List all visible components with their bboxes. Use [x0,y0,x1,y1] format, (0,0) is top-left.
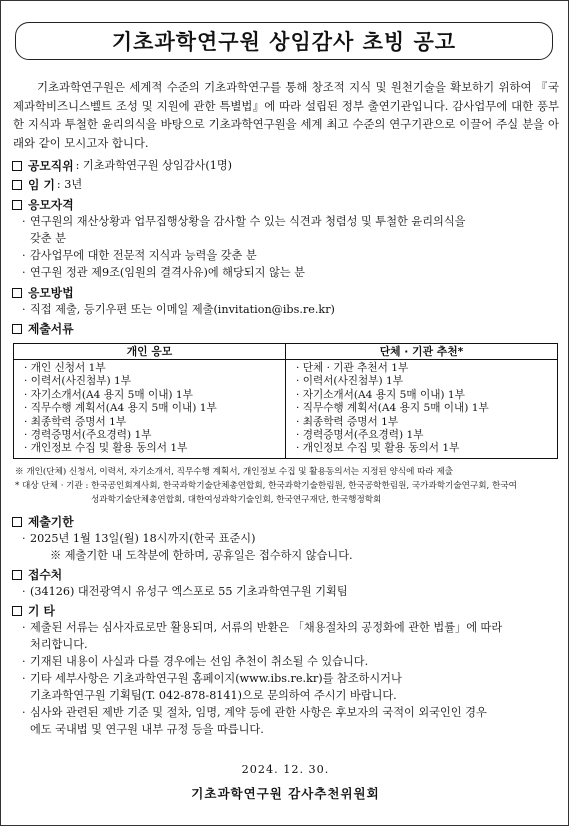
intro-text: 기초과학연구원은 세계적 수준의 기초과학연구를 통해 창조적 지식 및 원천기술을 확보하기 위하여 『국제과학비즈니스벨트 조성 및 지원에 관한 특별법』에 따라 설립된 정부 출연기관입니다. 감사업무에 대한 풍부한 지식과 투철한 윤리의식을 바탕으로 기초과학연구원을 세계 최고 수준의 연구기관으로 이끌어 주실 분을 아래와 같이 모시고자 합니다. [13,80,559,150]
section-deadline [12,514,558,564]
page-title: 기초과학연구원 상임감사 초빙 공고 [111,30,457,54]
section-position [12,158,558,174]
square-bullet-icon [12,200,22,210]
section-title: 공모직위 [28,159,74,173]
square-bullet-icon [12,161,22,171]
section-title: 임 기 [28,178,55,192]
term-value: : 3년 [56,178,83,191]
document-item: · 직무수행 계획서(A4 용지 5매 이내) 1부 [24,402,217,415]
list-item: · (34126) 대전광역시 유성구 엑스포로 55 기초과학연구원 기획팀 [12,583,558,600]
signature: 기초과학연구원 감사추천위원회 [191,786,380,801]
square-bullet-icon [12,180,22,190]
document-item: · 최종학력 증명서 1부 [24,415,127,428]
list-item-continuation: 처리합니다. [30,638,88,651]
square-bullet-icon [12,606,22,616]
section-qualification [12,197,558,281]
list-item: · 직접 제출, 등기우편 또는 이메일 제출(invitation@ibs.re.kr) [12,301,558,318]
document-item: · 이력서(사진첨부) 1부 [296,375,403,388]
section-method [12,285,558,318]
table-header: 개인 응모 [14,344,286,360]
document-item: · 이력서(사진첨부) 1부 [24,375,131,388]
document-item: · 단체 · 기관 추천서 1부 [296,362,409,374]
section-address [12,567,558,600]
document-item: · 최종학력 증명서 1부 [296,415,399,428]
document-item: · 개인 신청서 1부 [24,362,106,374]
documents-table [13,343,558,459]
section-title: 응모자격 [28,198,74,212]
document-item: · 직무수행 계획서(A4 용지 5매 이내) 1부 [296,402,489,415]
individual-documents-cell [14,360,286,459]
list-item-continuation: 갖춘 분 [30,232,66,245]
document-item: · 자기소개서(A4 용지 5매 이내) 1부 [24,388,193,401]
list-item: · 연구원 정관 제9조(임원의 결격사유)에 해당되지 않는 분 [12,264,558,281]
institution-documents-cell [286,360,558,459]
square-bullet-icon [12,324,22,334]
document-item: · 경력증명서(주요경력) 1부 [24,429,152,442]
document-item: · 경력증명서(주요경력) 1부 [296,429,424,442]
square-bullet-icon [12,570,22,580]
section-etc [12,603,558,738]
position-value: : 기초과학연구원 상임감사(1명) [75,159,233,172]
table-header: 단체 · 기관 추천* [286,344,558,360]
documents-notes [15,465,560,507]
note-text: ※ 개인(단체) 신청서, 이력서, 자기소개서, 직무수행 계획서, 개인정보 수집 및 활용동의서는 지정된 양식에 따라 제출 [15,467,454,477]
section-title: 응모방법 [28,286,74,300]
notice-date: 2024. 12. 30. [241,763,330,776]
square-bullet-icon [12,288,22,298]
section-title: 제출기한 [28,515,74,529]
intro-paragraph [13,78,559,152]
list-item: · 제출된 서류는 심사자료로만 활용되며, 서류의 반환은 「채용절차의 공정화에 관한 법률」에 따라 [12,619,558,636]
section-title: 기 타 [28,604,55,618]
note-text: 성과학기술단체총연합회, 대한여성과학기술인회, 한국연구재단, 한국행정학회 [91,495,382,505]
deadline-note: ※ 제출기한 내 도착분에 한하며, 공휴일은 접수하지 않습니다. [50,549,353,562]
document-item: · 개인정보 수집 및 활용 동의서 1부 [24,442,188,455]
list-item: · 기타 세부사항은 기초과학연구원 홈페이지(www.ibs.re.kr)를 참조하시거나 [12,670,558,687]
list-item: · 심사와 관련된 제반 기준 및 절차, 임명, 계약 등에 관한 사항은 후보자의 국적이 외국인인 경우 [12,704,558,721]
square-bullet-icon [12,517,22,527]
title-box [15,22,553,60]
list-item: · 연구원의 재산상황과 업무집행상황을 감사할 수 있는 식견과 청렴성 및 투철한 윤리의식을 [12,213,558,230]
section-term [12,177,558,193]
section-title: 접수처 [28,568,63,582]
list-item-continuation: 기초과학연구원 기획팀(T. 042-878-8141)으로 문의하여 주시기 바랍니다. [30,689,397,702]
list-item: · 2025년 1월 13일(월) 18시까지(한국 표준시) [12,530,558,547]
list-item: · 기재된 내용이 사실과 다를 경우에는 선임 추천이 취소될 수 있습니다. [12,653,558,670]
section-title: 제출서류 [28,322,74,336]
section-documents [12,321,558,337]
note-text: * 대상 단체 · 기관 : 한국공인회계사회, 한국과학기술단체총연합회, 한국과학기술한림원, 한국공학한림원, 국가과학기술연구회, 한국여 [15,481,517,491]
list-item-continuation: 에도 국내법 및 연구원 내부 규정 등을 따릅니다. [30,723,264,736]
list-item: · 감사업무에 대한 전문적 지식과 능력을 갖춘 분 [12,247,558,264]
document-item: · 자기소개서(A4 용지 5매 이내) 1부 [296,388,465,401]
document-item: · 개인정보 수집 및 활용 동의서 1부 [296,442,460,455]
